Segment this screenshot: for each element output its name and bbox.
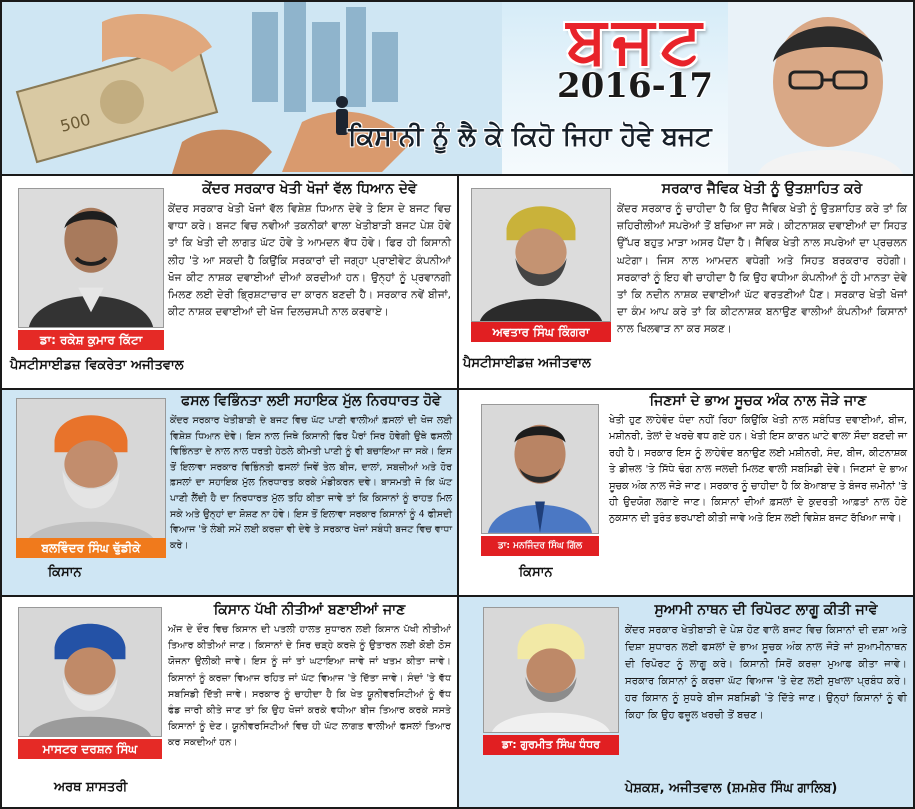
person-photo: [18, 607, 162, 737]
article-text: [170, 392, 452, 553]
byline: ਪੇਸ਼ਕਸ਼, ਅਜੀਤਵਾਲ (ਸ਼ਮਸ਼ੇਰ ਸਿੰਘ ਗਾਲਿਬ): [625, 781, 838, 796]
person-caption: ਡਾ: ਮਨਜਿੰਦਰ ਸਿੰਘ ਗਿੱਲ: [481, 536, 599, 556]
person-role: ਕਿਸਾਨ: [48, 565, 82, 580]
person-role: ਪੈਸਟੀਸਾਈਡਜ਼ ਅਜੀਤਵਾਲ: [463, 356, 591, 371]
article-gurmeet: [459, 597, 913, 809]
person-caption: ਅਵਤਾਰ ਸਿੰਘ ਕਿੰਗਰਾ: [471, 322, 611, 342]
person-photo: [18, 188, 164, 328]
person-role: ਪੈਸਟੀਸਾਈਡਜ਼ ਵਿਕਰੇਤਾ ਅਜੀਤਵਾਲ: [10, 358, 184, 373]
person-caption: ਬਲਵਿੰਦਰ ਸਿੰਘ ਢੁੱਡੀਕੇ: [16, 538, 166, 558]
page-headline: ਕਿਸਾਨੀ ਨੂੰ ਲੈ ਕੇ ਕਿਹੋ ਜਿਹਾ ਹੋਵੇ ਬਜਟ: [348, 122, 712, 152]
article-rakesh: [2, 176, 457, 388]
person-photo: [471, 188, 611, 322]
person-caption: ਮਾਸਟਰ ਦਰਸ਼ਨ ਸਿੰਘ: [18, 739, 162, 759]
budget-title: ਬਜਟ: [566, 3, 708, 78]
article-darshan: [2, 597, 457, 809]
article-heading: ਸੁਆਮੀ ਨਾਥਨ ਦੀ ਰਿਪੋਰਟ ਲਾਗੂ ਕੀਤੀ ਜਾਵੇ: [654, 602, 878, 618]
article-body: ਕੇਂਦਰ ਸਰਕਾਰ ਖੇਤੀਬਾੜੀ ਦੇ ਪੇਸ਼ ਹੋਣ ਵਾਲੇ ਬਜਟ ਵਿਚ ਕਿਸਾਨਾਂ ਦੀ ਦਸ਼ਾ ਅਤੇ ਦਿਸ਼ਾ ਸੁਧਾਰਨ ਲਈ ਫਸਲਾਂ ਦੇ ਭਾਅ ਸੂਚਕ ਅੰਕ ਨਾਲ ਜੋੜੇ ਜਾਂ ਸੁਆਮੀਨਾਥਨ ਦੀ ਰਿਪੋਰਟ ਨੂੰ ਲਾਗੂ ਕਰੇ। ਕਿਸਾਨੀ ਸਿਰੋਂ ਕਰਜ਼ਾ ਮੁਆਫ ਕੀਤਾ ਜਾਵੇ। ਸਰਕਾਰ ਕਿਸਾਨਾਂ ਨੂੰ ਕਰਜ਼ਾ ਘੱਟ ਵਿਆਜ 'ਤੇ ਦੇਣ ਲਈ ਸੁਖਾਲਾ ਪ੍ਰਬੰਧ ਕਰੇ। ਹਰ ਕਿਸਾਨ ਨੂੰ ਸੁਧਰੇ ਬੀਜ ਸਬਸਿਡੀ 'ਤੇ ਦਿੱਤੇ ਜਾਣ। ਉਨ੍ਹਾਂ ਕਿਸਾਨਾਂ ਨੂੰ ਵੀ ਕਿਹਾ ਕਿ ਉਹ ਫਜ਼ੂਲ ਖਰਚੀ ਤੋਂ ਬਚਣ।: [625, 625, 907, 721]
article-heading: ਜਿਣਸਾਂ ਦੇ ਭਾਅ ਸੂਚਕ ਅੰਕ ਨਾਲ ਜੋੜੇ ਜਾਣ: [649, 393, 867, 409]
article-body: ਕੇਂਦਰ ਸਰਕਾਰ ਨੂੰ ਚਾਹੀਦਾ ਹੈ ਕਿ ਉਹ ਜੈਵਿਕ ਖੇਤੀ ਨੂੰ ਉਤਸ਼ਾਹਿਤ ਕਰੇ ਤਾਂ ਕਿ ਜ਼ਹਿਰੀਲੀਆਂ ਸਪਰੇਆਂ ਤੋਂ ਬਚਿਆ ਜਾ ਸਕੇ। ਕੀਟਨਾਸ਼ਕ ਦਵਾਈਆਂ ਦਾ ਸਿਹਤ ਉੱਪਰ ਬਹੁਤ ਮਾੜਾ ਅਸਰ ਪੈਂਦਾ ਹੈ। ਜੈਵਿਕ ਖੇਤੀ ਨਾਲ ਸਪਰੇਆਂ ਦਾ ਪ੍ਰਚਲਨ ਘਟੇਗਾ। ਜਿਸ ਨਾਲ ਆਮਦਨ ਵਧੇਗੀ ਅਤੇ ਸਿਹਤ ਬਰਕਰਾਰ ਰਹੇਗੀ। ਸਰਕਾਰਾਂ ਨੂੰ ਇਹ ਵੀ ਚਾਹੀਦਾ ਹੈ ਕਿ ਉਹ ਵਧੀਆ ਕੰਪਨੀਆਂ ਨੂੰ ਹੀ ਮਾਨਤਾ ਦੇਵੇ ਤਾਂ ਕਿ ਨਦੀਨ ਨਾਸ਼ਕ ਦਵਾਈਆਂ ਘੱਟ ਵਰਤਣੀਆਂ ਪੈਣ। ਸਰਕਾਰ ਖੇਤੀ ਖੋਜਾਂ ਦਾ ਕੰਮ ਆਪ ਕਰੇ ਤਾਂ ਕਿ ਕੀਟਨਾਸ਼ਕ ਬਨਾਉਣ ਵਾਲੀਆਂ ਕੰਪਨੀਆਂ ਕਿਸਾਨਾਂ ਨਾਲ ਖਿਲਵਾੜ ਨਾ ਕਰ ਸਕਣ।: [617, 203, 907, 336]
person-photo: [481, 404, 599, 534]
budget-year: 2016-17: [556, 66, 714, 106]
article-heading: ਸਰਕਾਰ ਜੈਵਿਕ ਖੇਤੀ ਨੂੰ ਉਤਸ਼ਾਹਿਤ ਕਰੇ: [661, 181, 863, 197]
article-heading: ਕੇਂਦਰ ਸਰਕਾਰ ਖੇਤੀ ਖੋਜਾਂ ਵੱਲ ਧਿਆਨ ਦੇਵੇ: [202, 181, 417, 197]
article-text: [609, 392, 907, 528]
article-heading: ਕਿਸਾਨ ਪੱਖੀ ਨੀਤੀਆਂ ਬਣਾਈਆਂ ਜਾਣ: [213, 602, 406, 618]
article-body: ਅੱਜ ਦੇ ਦੌਰ ਵਿਚ ਕਿਸਾਨ ਦੀ ਪਤਲੀ ਹਾਲਤ ਸੁਧਾਰਨ ਲਈ ਕਿਸਾਨ ਪੱਖੀ ਨੀਤੀਆਂ ਤਿਆਰ ਕੀਤੀਆਂ ਜਾਣ। ਕਿਸਾਨਾਂ ਦੇ ਸਿਰ ਚੜ੍ਹੇ ਕਰਜ਼ੇ ਨੂੰ ਉਤਾਰਨ ਲਈ ਕੋਈ ਠੋਸ ਯੋਜਨਾ ਉਲੀਕੀ ਜਾਵੇ। ਇਸ ਨੂੰ ਜਾਂ ਤਾਂ ਘਟਾਇਆ ਜਾਵੇ ਜਾਂ ਖਤਮ ਕੀਤਾ ਜਾਵੇ। ਕਿਸਾਨਾਂ ਨੂੰ ਕਰਜ਼ਾ ਵਿਆਜ ਰਹਿਤ ਜਾਂ ਘੱਟ ਵਿਆਜ 'ਤੇ ਦਿੱਤਾ ਜਾਵੇ। ਸੰਦਾਂ 'ਤੇ ਵੱਧ ਸਬਸਿਡੀ ਦਿੱਤੀ ਜਾਵੇ। ਸਰਕਾਰ ਨੂੰ ਚਾਹੀਦਾ ਹੈ ਕਿ ਖੇਤ ਯੂਨੀਵਰਸਿਟੀਆਂ ਨੂੰ ਵੱਧ ਫੰਡ ਜਾਰੀ ਕੀਤੇ ਜਾਣ ਤਾਂ ਕਿ ਉਹ ਖੋਜਾਂ ਕਰਕੇ ਵਧੀਆ ਬੀਜ ਤਿਆਰ ਕਰਕੇ ਸਸਤੇ ਕਿਸਾਨਾਂ ਨੂੰ ਦੇਣ। ਯੂਨੀਵਰਸਿਟੀਆਂ ਵਿਚ ਹੀ ਘੱਟ ਲਾਗਤ ਵਾਲੀਆਂ ਫਸਲਾਂ ਤਿਆਰ ਕਰ ਸਕਦੀਆਂ ਹਨ।: [168, 624, 451, 749]
article-body: ਖੇਤੀ ਹੁਣ ਲਾਹੇਵੰਦ ਧੰਦਾ ਨਹੀਂ ਰਿਹਾ ਕਿਉਂਕਿ ਖੇਤੀ ਨਾਲ ਸਬੰਧਿਤ ਦਵਾਈਆਂ, ਬੀਜ, ਮਸ਼ੀਨਰੀ, ਤੇਲਾਂ ਦੇ ਖਰਚੇ ਵਧ ਗਏ ਹਨ। ਖੇਤੀ ਇਸ ਕਾਰਨ ਘਾਟੇ ਵਾਲਾ ਸੌਦਾ ਬਣਦੀ ਜਾ ਰਹੀ ਹੈ। ਸਰਕਾਰ ਇਸ ਨੂੰ ਲਾਹੇਵੰਦ ਬਨਾਉਣ ਲਈ ਮਸ਼ੀਨਰੀ, ਸੰਦ, ਬੀਜ, ਕੀਟਨਾਸ਼ਕ ਤੇ ਡੀਜ਼ਲ 'ਤੇ ਸਿੱਧੇ ਢੰਗ ਨਾਲ ਜਲਦੀ ਮਿਲਣ ਵਾਲੀ ਸਬਸਿਡੀ ਦੇਵੇ। ਜਿਣਸਾਂ ਦੇ ਭਾਅ ਸੂਚਕ ਅੰਕ ਨਾਲ ਜੋੜੇ ਜਾਣ। ਸਰਕਾਰ ਨੂੰ ਚਾਹੀਦਾ ਹੈ ਕਿ ਬੇਆਬਾਦ ਤੇ ਬੰਜਰ ਜ਼ਮੀਨਾਂ 'ਤੇ ਹੀ ਉਦਯੋਗ ਲਗਾਏ ਜਾਣ। ਕਿਸਾਨਾਂ ਦੀਆਂ ਫ਼ਸਲਾਂ ਦੇ ਕੁਦਰਤੀ ਆਫ਼ਤਾਂ ਨਾਲ ਹੋਏ ਨੁਕਸਾਨ ਦੀ ਤੁਰੰਤ ਭਰਪਾਈ ਕੀਤੀ ਜਾਵੇ ਅਤੇ ਇਸ ਲਈ ਵਿਸ਼ੇਸ਼ ਬਜਟ ਰੱਖਿਆ ਜਾਵੇ।: [609, 415, 907, 525]
person-photo: [16, 398, 166, 542]
person-role: ਅਰਥ ਸ਼ਾਸਤਰੀ: [54, 780, 128, 795]
article-avtar: [459, 176, 913, 388]
article-text: [168, 180, 451, 321]
person-role: ਕਿਸਾਨ: [519, 565, 553, 580]
article-body: ਕੇਂਦਰ ਸਰਕਾਰ ਖੇਤੀਬਾੜੀ ਦੇ ਬਜਟ ਵਿਚ ਘੱਟ ਪਾਣੀ ਵਾਲੀਆਂ ਫ਼ਸਲਾਂ ਦੀ ਖੋਜ ਲਈ ਵਿਸ਼ੇਸ਼ ਧਿਆਨ ਦੇਵੇ। ਇਸ ਨਾਲ ਜਿਥੇ ਕਿਸਾਨੀ ਫਿਰ ਪੈਰਾਂ ਸਿਰ ਹੋਵੇਗੀ ਉਥੇ ਫਸਲੀ ਵਿਭਿੰਨਤਾ ਦੇ ਨਾਲ ਨਾਲ ਧਰਤੀ ਹੇਠਲੇ ਕੀਮਤੀ ਪਾਣੀ ਨੂੰ ਵੀ ਬਚਾਇਆ ਜਾ ਸਕੇ। ਇਸ ਤੋਂ ਇਲਾਵਾ ਸਰਕਾਰ ਵਿਭਿੰਨਤੀ ਫਸਲਾਂ ਜਿਵੇਂ ਤੇਲ ਬੀਜ, ਦਾਲਾਂ, ਸਬਜ਼ੀਆਂ ਅਤੇ ਹੋਰ ਫ਼ਸਲਾਂ ਦਾ ਸਹਾਇਕ ਮੁੱਲ ਨਿਰਧਾਰਤ ਕਰਕੇ ਮੰਡੀਕਰਨ ਦਵੇ। ਬਾਸਮਤੀ ਜੋ ਕਿ ਘੱਟ ਪਾਣੀ ਲੈਂਦੀ ਹੈ ਦਾ ਨਿਰਧਾਰਤ ਮੁੱਲ ਤਹਿ ਕੀਤਾ ਜਾਵੇ ਤਾਂ ਕਿ ਕਿਸਾਨਾਂ ਨੂੰ ਰਾਹਤ ਮਿਲ ਸਕੇ ਅਤੇ ਉਨ੍ਹਾਂ ਦਾ ਸ਼ੋਸ਼ਣ ਨਾ ਹੋਵੇ। ਇਸ ਤੋਂ ਇਲਾਵਾ ਸਰਕਾਰ ਕਿਸਾਨਾਂ ਨੂੰ 4 ਫੀਸਦੀ ਵਿਆਜ 'ਤੇ ਲੰਬੀ ਸਮੇਂ ਲਈ ਕਰਜ਼ਾ ਵੀ ਦੇਵੇ ਤੇ ਸਰਕਾਰ ਖੇਜਾਂ ਸਬੰਧੀ ਬਜਟ ਵਿਚ ਵਾਧਾ ਕਰੇ।: [170, 415, 452, 551]
article-body: ਕੇਂਦਰ ਸਰਕਾਰ ਖੇਤੀ ਖੋਜਾਂ ਵੱਲ ਵਿਸ਼ੇਸ਼ ਧਿਆਨ ਦੇਵੇ ਤੇ ਇਸ ਦੇ ਬਜਟ ਵਿਚ ਵਾਧਾ ਕਰੇ। ਬਜਟ ਵਿਚ ਨਵੀਆਂ ਤਕਨੀਕਾਂ ਵਾਲਾ ਖੇਤੀਬਾੜੀ ਬਜਟ ਪੇਸ਼ ਹੋਵੇ ਤਾਂ ਕਿ ਖੇਤੀ ਦੀ ਲਾਗਤ ਘੱਟ ਹੋਵੇ ਤੇ ਆਮਦਨ ਵੱਧ ਹੋਵੇ। ਫਿਰ ਹੀ ਕਿਸਾਨੀ ਲੀਹ 'ਤੇ ਆ ਸਕਦੀ ਹੈ ਕਿਉਂਕਿ ਸਰਕਾਰਾਂ ਦੀ ਜਗ੍ਹਾ ਪ੍ਰਾਈਵੇਟ ਕੰਪਨੀਆਂ ਖੋਜ ਕੀਟ ਨਾਸ਼ਕ ਦਵਾਈਆਂ ਦੀਆਂ ਕਰਦੀਆਂ ਹਨ। ਉਨ੍ਹਾਂ ਨੂੰ ਪ੍ਰਵਾਨਗੀ ਮਿਲਣ ਲਈ ਦੇਰੀ ਭ੍ਰਿਸ਼ਟਾਚਾਰ ਦਾ ਕਾਰਨ ਬਣਦੀ ਹੈ। ਸਰਕਾਰ ਨਵੇਂ ਬੀਜਾਂ, ਕੀਟ ਨਾਸ਼ਕ ਦਵਾਈਆਂ ਦੀ ਖੋਜ ਦਿਲਚਸਪੀ ਨਾਲ ਕਰਵਾਏ।: [168, 203, 451, 319]
article-balwinder: [2, 390, 457, 595]
person-photo: [483, 607, 619, 733]
article-maninder: [459, 390, 913, 595]
article-text: [617, 180, 907, 339]
article-text: [168, 601, 451, 752]
minister-portrait: [728, 2, 913, 174]
budget-header: [2, 2, 913, 174]
svg-text:500: 500: [58, 109, 93, 136]
person-caption: ਡਾ: ਗੁਰਮੀਤ ਸਿੰਘ ਧੰਧਰ: [483, 735, 619, 755]
person-caption: ਡਾ: ਰਕੇਸ਼ ਕੁਮਾਰ ਕਿੱਟਾ: [18, 330, 164, 350]
article-heading: ਫਸਲ ਵਿਭਿੰਨਤਾ ਲਈ ਸਹਾਇਕ ਮੁੱਲ ਨਿਰਧਾਰਤ ਹੋਵੇ: [181, 393, 441, 409]
article-text: [625, 601, 907, 724]
